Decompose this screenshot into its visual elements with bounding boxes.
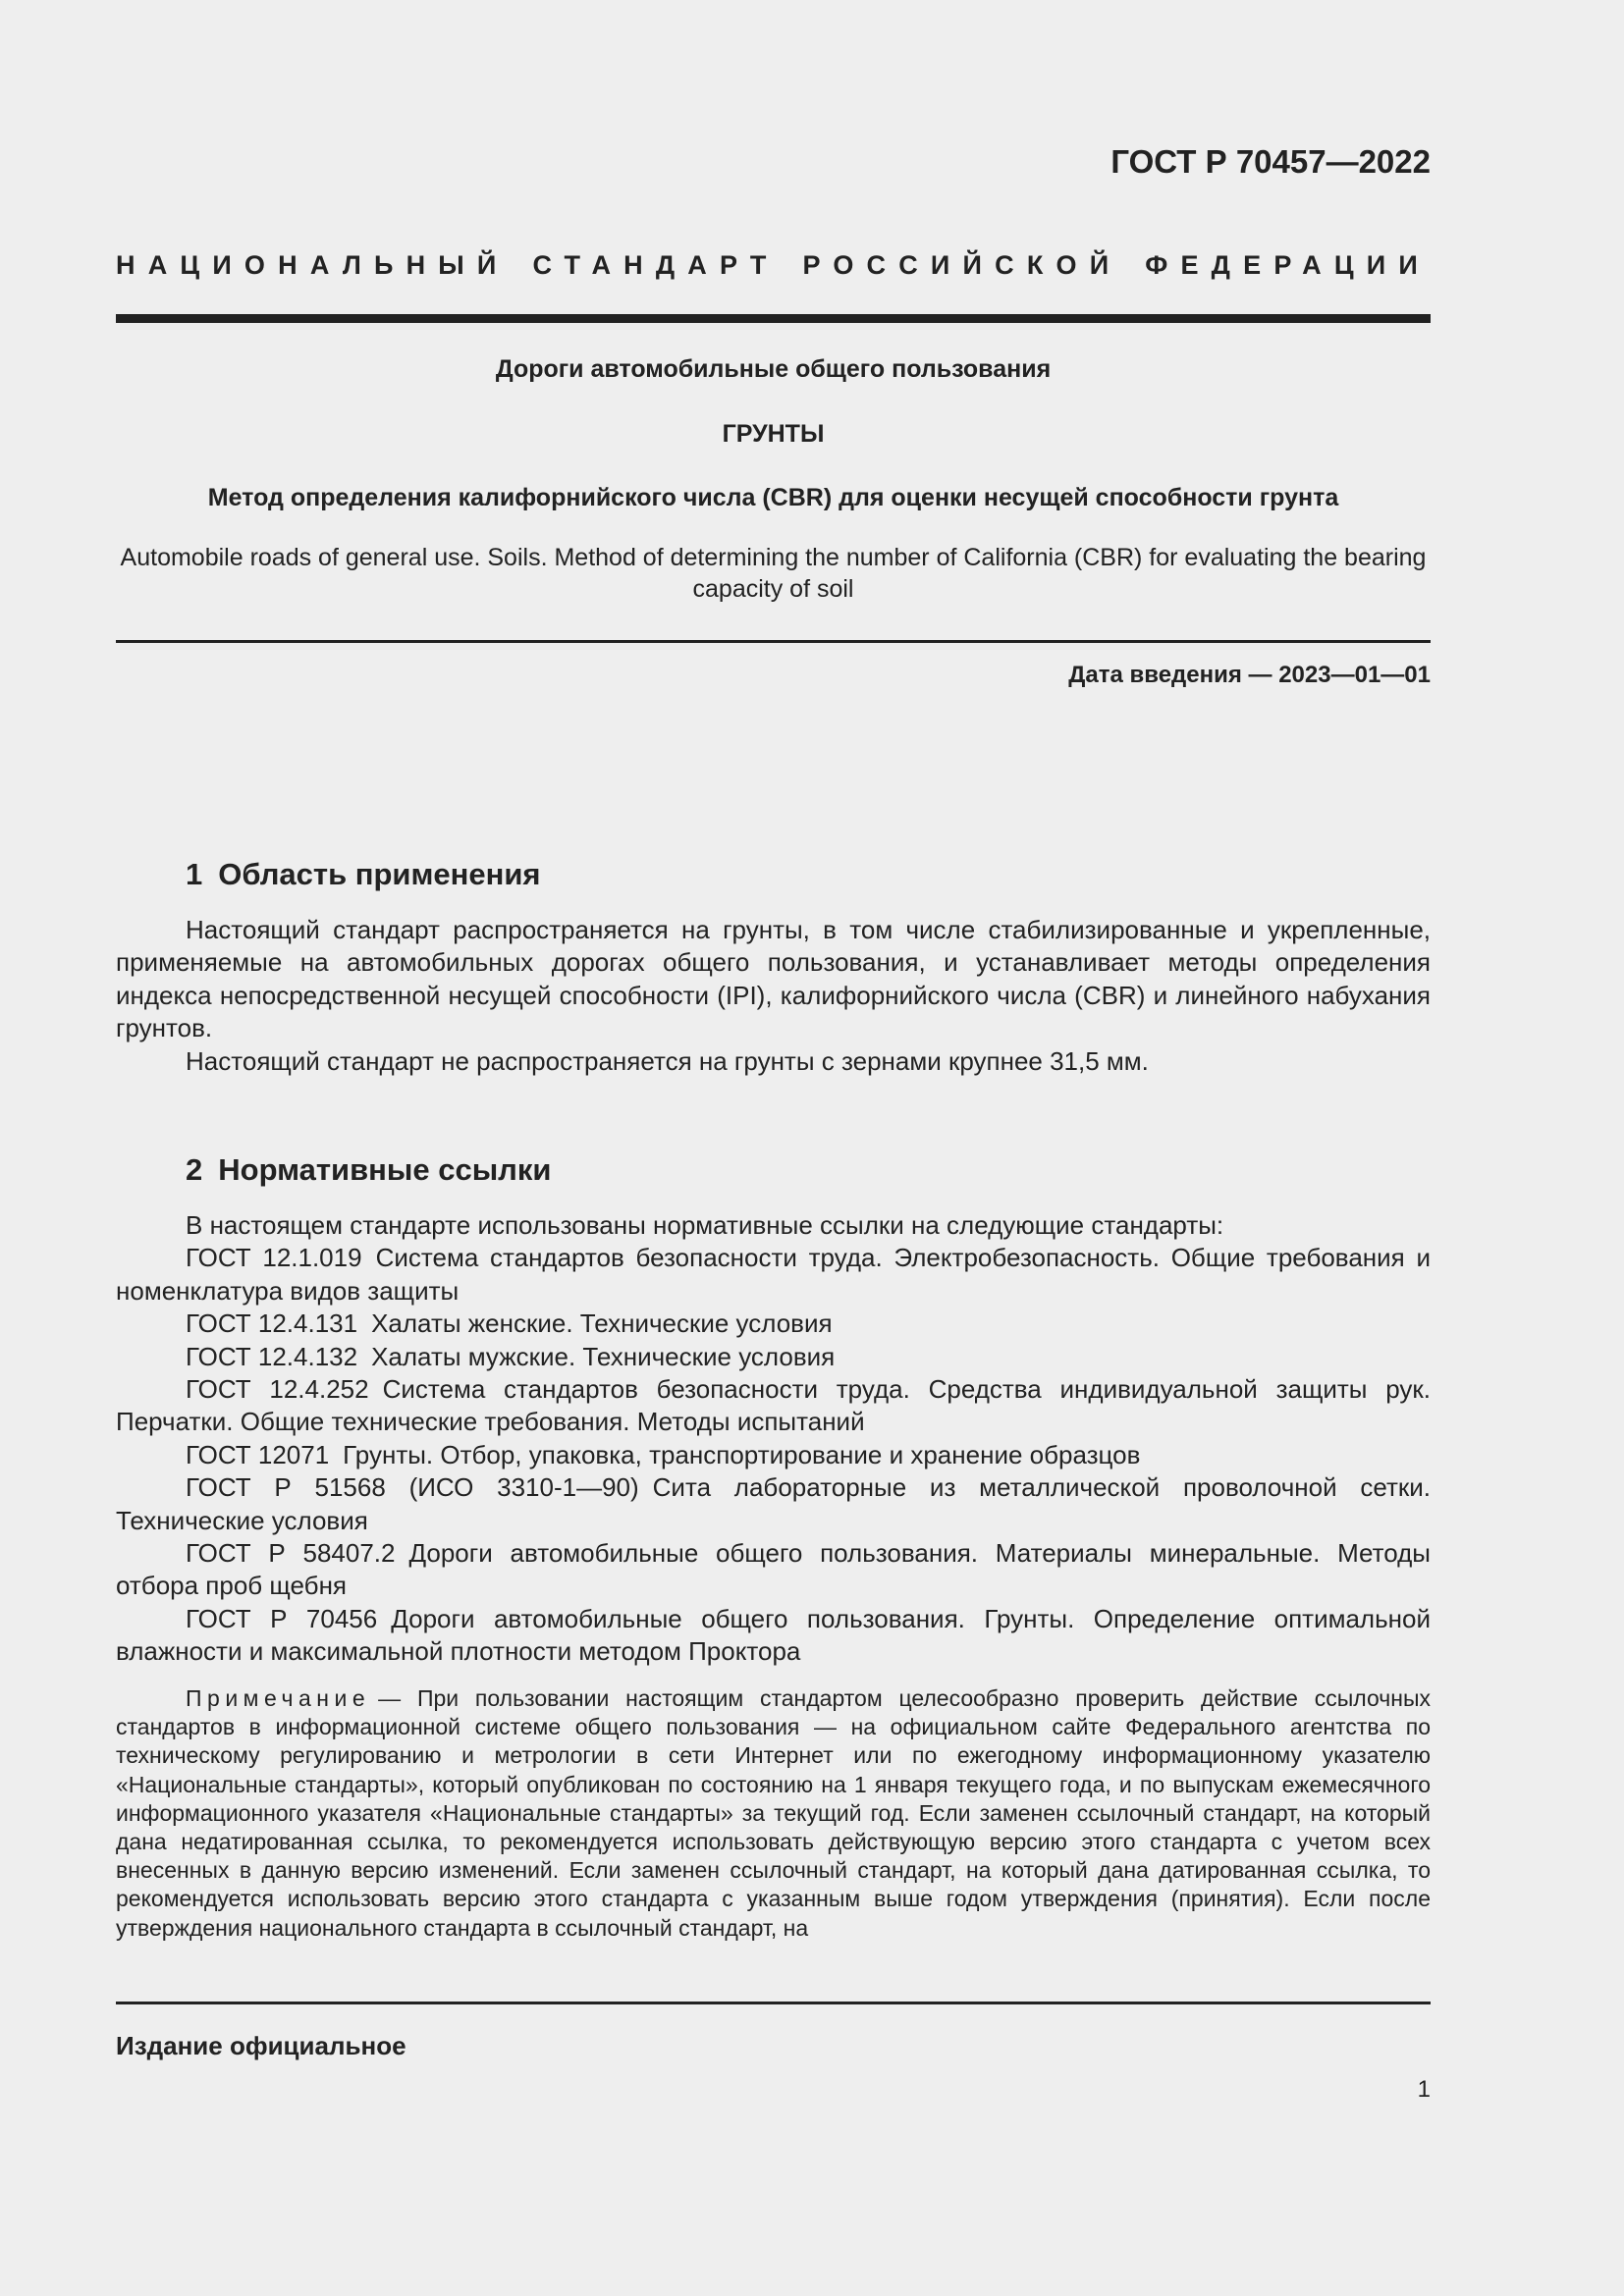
official-edition-label: Издание официальное [116,2031,406,2060]
section-1-paragraph: Настоящий стандарт не распространяется на грунты с зернами крупнее 31,5 мм. [186,1045,1149,1076]
reference-code: ГОСТ Р 58407.2 [186,1538,396,1569]
title-line-1: Дороги автомобильные общего пользования [495,355,1052,383]
national-standard-banner: НАЦИОНАЛЬНЫЙ СТАНДАРТ РОССИЙСКОЙ ФЕДЕРАЦИИ [116,250,1431,280]
section-1-number: 1 [186,857,203,891]
note-label: Примечание [186,1685,371,1711]
reference-text: Система стандартов безопасности труда. Средства индивидуальной защиты рук. Перчатки. Общие технические требования. Методы испытаний [116,1374,1431,1437]
reference-item [116,1373,1431,1439]
reference-item [116,1537,1431,1603]
reference-item [116,1242,1431,1308]
section-1-title: Область применения [218,857,541,891]
section-2-title: Нормативные ссылки [218,1152,552,1187]
title-line-3: Метод определения калифорнийского числа (CBR) для оценки несущей способности грунта [207,484,1339,511]
reference-item [116,1439,1431,1471]
reference-item [116,1603,1431,1669]
thin-divider-top [116,640,1431,643]
reference-text: Халаты мужские. Технические условия [371,1341,836,1371]
reference-item [116,1341,1431,1373]
thick-divider [116,314,1431,323]
page-number: 1 [1417,2076,1431,2103]
introduction-date: Дата введения — 2023—01—01 [1068,662,1431,688]
reference-code: ГОСТ 12.4.132 [186,1341,358,1371]
document-code: ГОСТ Р 70457—2022 [1110,143,1431,180]
section-1-body [116,914,1431,1078]
reference-item [116,1471,1431,1537]
reference-text: Халаты женские. Технические условия [371,1308,833,1339]
reference-code: ГОСТ 12.1.019 [186,1243,362,1273]
reference-text: Сита лабораторные из металлической проволочной сетки. Технические условия [116,1472,1432,1535]
reference-text: Дороги автомобильные общего пользования. Материалы минеральные. Методы отбора проб щебня [116,1538,1431,1601]
reference-code: ГОСТ 12.4.131 [186,1308,358,1339]
note-paragraph [116,1684,1431,1943]
section-2-heading [186,1152,551,1188]
section-2-body [116,1209,1431,1669]
note-text: — При пользовании настоящим стандартом целесообразно проверить действие ссылочных стандартов в информационной системе общего пользования — на официальном сайте Федерального агентства по техническому регулированию и метрологии в сети Интернет или по ежегодному информационному указателю «Национальные стандарты», который опубликован по состоянию на 1 января текущего года, и по выпускам ежемесячного информационного указателя «Национальные стандарты» за текущий год. Если заменен ссылочный стандарт, на который дана недатированная ссылка, то рекомендуется использовать действующую версию этого стандарта с учетом всех внесенных в данную версию изменений. Если заменен ссылочный стандарт, на который дана датированная ссылка, то рекомендуется использовать версию этого стандарта с указанным выше годом утверждения (принятия). Если после утверждения национального стандарта в ссылочный стандарт, на [116,1685,1431,1941]
section-1-heading [186,857,541,892]
section-2-intro: В настоящем стандарте использованы нормативные ссылки на следующие стандарты: [186,1210,1224,1240]
reference-code: ГОСТ Р 51568 (ИСО 3310-1—90) [186,1472,639,1503]
thin-divider-bottom [116,2002,1431,2004]
english-title: Automobile roads of general use. Soils. Method of determining the number of California (CBR) for evaluating the bearing capacity of soil [120,544,1427,603]
reference-code: ГОСТ 12.4.252 [186,1374,369,1405]
reference-item [116,1308,1431,1340]
reference-code: ГОСТ 12071 [186,1439,330,1469]
reference-text: Дороги автомобильные общего пользования. Грунты. Определение оптимальной влажности и максимальной плотности методом Проктора [116,1603,1431,1667]
reference-text: Система стандартов безопасности труда. Электробезопасность. Общие требования и номенклатура видов защиты [116,1243,1431,1306]
note-block [116,1684,1431,1943]
reference-text: Грунты. Отбор, упаковка, транспортирование и хранение образцов [343,1439,1141,1469]
reference-code: ГОСТ Р 70456 [186,1603,378,1633]
section-1-paragraph: Настоящий стандарт распространяется на грунты, в том числе стабилизированные и укрепленные, применяемые на автомобильных дорогах общего пользования, и устанавливает методы определения индекса непосредственной несущей способности (IPI), калифорнийского числа (CBR) и линейного набухания грунтов. [116,915,1431,1043]
section-2-number: 2 [186,1152,203,1187]
title-line-2: ГРУНТЫ [722,420,825,448]
